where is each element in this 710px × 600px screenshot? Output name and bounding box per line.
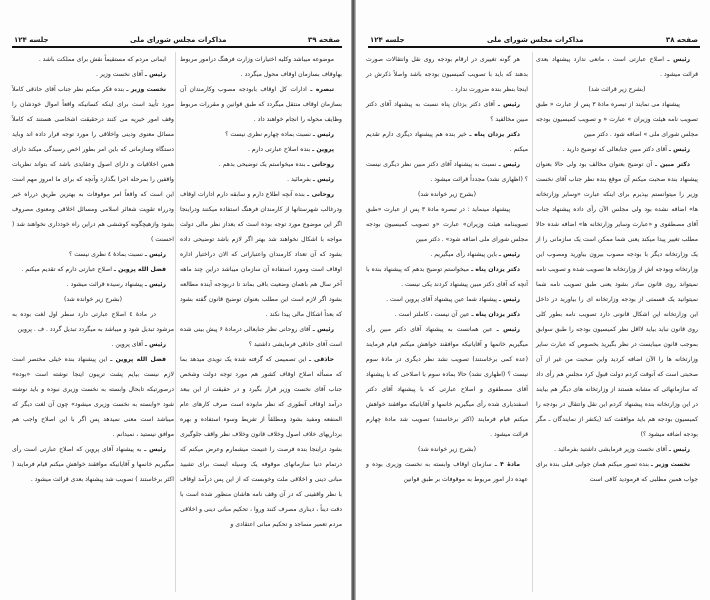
paragraph-text: اصلاح عبارتی است ، مانعی ندارد پیشنهاد بعدی قرائت میشود . [536, 56, 698, 78]
running-title: مذاکرات مجلس شورای ملی [487, 36, 584, 44]
paragraph-text: هر گونه تغییری در ارقام بودجه روی نقل وانتقالات صورت بدهند که باید با تصویب کمیسیون بودجه باشد واصلاً ذکرش در اینجا بنظر بنده ضرورت ندارد . [366, 56, 528, 93]
transcript-paragraph [12, 247, 174, 262]
speaker-name: پروین ـ [312, 146, 334, 153]
paragraph-text: آن توضیح بعنوان مخالف بود ولی حالا بعنوان پیشنهاد بنده صحبت میکنم آن موقع بنده نظر جناب آقای نخست وزیر را میتوانستم بپذیرم برای اینکه عبارت «وسایر وزارتخانه ها» اضافه نشده بود ولی مجلس الآن رأی داده پیشنهاد جناب آقای مصطفوی و «عبارت وسایر وزارتخانه ها» اضافه شده حالا مطلب تغییر پیدا میکند یعنی شما ممکن است یک سازمانی را از یک وزارتخانه دیگر با بودجه مصوب بیرون بیاورید ومصوب این وزارتخانه وبودجه اش از وزارتخانه ها تصویب شده و تصویب نامه نمیتواند روی قانون صادر بشود یعنی طبق تصویب نامه شما نمیتوانید یک قسمتی از بودجه وزارتخانه ای را بیاورید در داخل این وزارتخانه این اشکال قانونی دارد تصویب نامه بطور کلی روی قانون نباید بیاید لااقل نظر کمیسیون بودجه را طبق سوابق بموجب قانون میبایست در نظر بگیرید بخصوص که عبارت سایر وزارتخانه ها را الآن اضافه کردید واین صحبت من غیر از آن صحبتی است که آنوقت کردم دولت قبول کرد مجلس هم رأی داد که سازمانهائی که مشابه هستند از وزارتخانه های دیگر هم بیایند در این وزارتخانه بنده پیشنهاد کردم این نقل وانتقال در بودجه را کمیسیون بودجه هم باید موافقت کند (یکنفر از نمایندگان ـ مگر بودجه اضافه میشود ؟) [536, 161, 698, 438]
paragraph-text: آقای نخست وزیر فرمایشی داشتید بفرمائید . [554, 446, 667, 453]
paragraph-text: بنده اصلاح عبارتی دارم . [247, 146, 311, 153]
speaker-name: دکتر یزدان پناه ـ [471, 266, 520, 273]
speaker-name: رئیس ـ [668, 146, 690, 153]
transcript-paragraph [536, 457, 698, 487]
paragraph-text: پیشنهاد مینماید : در تبصره مادهٔ ۳ پس از عبارت «طبق تصویبنامه هیئت وزیران» عبارت «و تصویب کمیسیون بودجه مجلس شورای ملی اضافه شود» . دکتر مبین [366, 206, 528, 243]
page-number: صفحه ۳۸ [665, 36, 698, 44]
paragraph-text: (بشرح زیر خوانده شد) [418, 191, 476, 198]
speaker-name: رئیس ـ [144, 71, 166, 78]
right-page-right-column [536, 52, 698, 487]
transcript-paragraph [366, 307, 528, 322]
transcript-paragraph [366, 292, 528, 307]
speaker-name: رئیس ـ [498, 251, 520, 258]
speaker-name: دکتر یزدان پناه ـ [471, 311, 520, 318]
speaker-name: روحانی ـ [307, 161, 334, 168]
speaker-name: رئیس ـ [668, 446, 690, 453]
transcript-paragraph [180, 52, 342, 82]
paragraph-text: آقای پروین . [111, 341, 143, 348]
header-rule [12, 46, 342, 48]
transcript-paragraph [12, 307, 174, 337]
speaker-name: دکتر مبین ـ [654, 161, 691, 168]
transcript-paragraph [536, 157, 698, 442]
speaker-name: دکتر یزدان پناه ـ [469, 131, 521, 138]
paragraph-text: آقای دکتر مبین جنابعالی که توضیح دارید . [562, 146, 667, 153]
transcript-paragraph [12, 352, 174, 442]
transcript-paragraph [366, 202, 528, 247]
paragraph-text: سازمان اوقاف وابسته به نخست وزیری بوده و عهده دار امور مربوط به موقوفات بر طبق قوانین [366, 461, 528, 483]
paragraph-text: آقای دکتر یزدان پناه نسبت به پیشنهاد آقای دکتر مبین مخالفید ؟ [366, 101, 528, 123]
speaker-name: نخست وزیر ـ [650, 461, 691, 468]
paragraph-text: ایمانی مردم که مستقیماً نقش برای مملکت باشد . [38, 56, 166, 63]
speaker-name: روحانی ـ [307, 191, 335, 198]
paragraph-text: موضوعه میباشد وکلیه اختیارات وزارت فرهنگ درامور مربوط بهاوقاف بسازمان اوقاف محول میگردد . [180, 56, 342, 78]
transcript-paragraph [12, 277, 174, 292]
session-number: جلسه ۱۲۴ [370, 36, 405, 44]
paragraph-text: بنده فکر میکنم نظر جناب آقای حاذقی کاملاً مورد تأیید است برای اینکه کسانیکه واقعاً اموال خودشان را وقف امور خیریه می کنند درحقیقت اشخاصی هستند که کاملاً مسائل معنوی ودینی واخلاقی را مورد توجه قرار داده اند وباید دستگاه وسازمانی که باین امر بطور اخص رسیدگی میکند دارای همین اخلاقیات و دارای اصول وعقایدی باشد که بتواند نظریات واقفین را بمرحله اجرا بگذارد وآنچه که برای ما امروز مهم است این است که واقعاً امر موقوفات به بهترین طریق درراه خیر ودرراه تقویت شعائر اسلامی ومسائل اخلاقی ومعنوی مصروف بشود وازهیچگونه کوششی هم دراین راه خودداری نخواهند شد ( احسنت ) [12, 86, 174, 243]
paragraph-text: بنده میخواستم یک توضیحی بدهم . [218, 161, 306, 168]
paragraph-text: (بشرح زیر خوانده شد) [64, 296, 122, 303]
speaker-name: رئیس ـ [144, 341, 166, 348]
speaker-name: فضل الله پروین ـ [113, 266, 166, 273]
left-page [0, 0, 352, 600]
transcript-paragraph [12, 262, 174, 277]
paragraph-text: پیشنهاد می نمایند از تبصره مادهٔ ۳ پس از عبارت « طبق تصویب نامه هیئت وزیران » عبارت « و تصویب کمیسیون بودجه مجلس شورای ملی » اضافه شود . دکتر مبین [536, 101, 698, 138]
transcript-paragraph [180, 352, 342, 532]
transcript-paragraph [366, 127, 528, 157]
paragraph-text: نسبت بماده چهارم نظری نیست ؟ [225, 131, 311, 138]
session-number: جلسه ۱۲۴ [14, 36, 49, 44]
transcript-paragraph [180, 187, 342, 322]
paragraph-text: عین آن نیست ، کاملتر است . [394, 311, 470, 318]
transcript-paragraph [180, 127, 342, 142]
transcript-paragraph [180, 172, 342, 187]
transcript-paragraph [536, 52, 698, 82]
reading-note [12, 292, 174, 307]
reading-note [366, 187, 528, 202]
paragraph-text: بنده آنچه اطلاع دارم و سابقه دارم ادارات اوقاف ودرغالب شهرستانها از کارمندان فرهنگ استفاده میکنند ودراینجا اگر این موضوع مورد توجه بوده است که بعداز نظر مالی دولت مواجه با اشکال نخواهند شد بهتر اگر لازم باشد توضیحی داده بشود که آن تعداد کارمندان واعتباراتی که الان دراختیار اداره اوقاف است ومورد استفاده آن سازمان میباشد دراین چند ماهه آخر سال هم باهمان وضعیت باقی بماند تا دربودجه آینده مطالعه بشود اگر لازم است این مطلب بعنوان توضیح قانون گفته بشود که بعداً اشکال مالی پیدا نکند . [180, 191, 342, 318]
transcript-paragraph [366, 97, 528, 127]
left-page-left-column [12, 52, 174, 487]
transcript-paragraph [12, 67, 174, 82]
paragraph-text: میخواستم توضیح بدهم که پیشنهاد بنده با آنچه که آقای دکتر مبین پیشنهاد کردند یکی نیست . [366, 266, 528, 288]
reading-note [536, 82, 698, 97]
right-page-header [370, 32, 698, 44]
transcript-paragraph [366, 262, 528, 292]
transcript-paragraph [536, 142, 698, 157]
transcript-paragraph [12, 82, 174, 247]
running-title: مذاکرات مجلس شورای ملی [130, 36, 227, 44]
transcript-paragraph [366, 457, 528, 487]
speaker-name: حاذقی ـ [309, 356, 334, 363]
paragraph-text: (بشرح زیر خوانده شد) [418, 446, 476, 453]
transcript-paragraph [180, 322, 342, 352]
paragraph-text: بفرمائید . [287, 176, 311, 183]
transcript-paragraph [366, 157, 528, 187]
transcript-paragraph [12, 337, 174, 352]
paragraph-text: بنده تصور میکنم همان جوابی قبلی بنده برای جواب همین مطلبی که فرمودید کافی است [536, 461, 698, 483]
paragraph-text: به پیشنهاد آقای پروین که اصلاح عبارتی است رأی میگیریم خانمها و آقایانیکه موافقند خواهش میکنم قیام فرمایند ( اکثر برخاستند ) تصویب شد پیشنهاد بعدی قرائت میشود . [12, 446, 174, 483]
left-page-right-column [180, 52, 342, 532]
transcript-paragraph [366, 247, 528, 262]
paragraph-text: اصلاح عبارتی دارم که تقدیم میکنم . [21, 266, 112, 273]
transcript-paragraph [366, 52, 528, 97]
left-page-header [14, 32, 340, 44]
paragraph-text: ادارات کل اوقاف بابودجه مصوب وکارمندان آن بسازمان اوقاف منتقل میگردد که طبق قوانین و مقررات مربوط وظایف محوله را انجام خواهند داد . [180, 86, 342, 123]
speaker-name: رئیس ـ [312, 131, 334, 138]
right-page [356, 0, 710, 600]
paragraph-text: آقای روحانی نظر جنابعالی درمادهٔ ۶ پیش بینی شده است آقای حاذقی فرمایشی داشتید ؟ [180, 326, 342, 348]
speaker-name: رئیس ـ [144, 251, 166, 258]
transcript-paragraph [366, 322, 528, 442]
paragraph-text: این تصمیمی که گرفته شده یک نویدی میدهد بما که مسأله اصلاح اوقاف کشور هم مورد توجه دولت وشخص جناب آقای نخست وزیر قرار بگیرد و در حقیقت از این ببعد درآمد اوقاف آنطوری که نظر مابوده است صرف کارهای عام المنفعه ومفید بشود ومطلقاً از تفریط وسوء استفاده و بهره برداریهای خلاف اصول وخلاف قانون وخلاف نظر واقف جلوگیری بشود دراینجا بنده فرصت را غنیمت میشمارم وعرض میکنم که درتمام دنیا سازمانهای موقوفه یک وسیله ایست برای تشیید مبانی دینی و اخلاقی ملت وخوبست که از این پس درآمد اوقاف با نظر واقفینی که در آن وقف نامه هاشان منظور شده است با دقت دیناً ، دیناری مصرف کنند وروا ، تحکیم مبانی دینی و اخلاقی مردم تعمیر مساجد و تحکیم مبانی اعتقادی و [180, 356, 342, 528]
paragraph-text: باین پیشنهاد رأی میگیریم . [430, 251, 497, 258]
speaker-name: رئیس ـ [498, 296, 520, 303]
transcript-paragraph [180, 142, 342, 157]
speaker-name: رئیس ـ [144, 281, 166, 288]
paragraph-text: (بشرح زیر قرائت شد) [588, 86, 646, 93]
paragraph-text: در مادهٔ ٤ اصلاح عبارتی دارد سطر اول لغت بوده به مرشود تبدیل شود و میباشد به میگردد تبدیل گردد . ف . پروین [12, 311, 174, 333]
paragraph-text: این پیشنهاد بنده خیلی مختصر است لازم نیست بیایم پشت تریبون اینجا نوشته است «بوده» درصورتیکه تابحال وابسته به نخست وزیری نبوده و باید نوشته شود «وابسته به نخست وزیری میشود» چون آن لغت دیگر که میباشد است معنی نمیدهد پس اگر با این اصلاح واجب هم موافق نیستید ، نمیدانم . [12, 356, 174, 438]
paragraph-text: آقای نخست وزیر . [95, 71, 143, 78]
paragraph-text: عین همانست به پیشنهاد آقای دکتر مبین رأی میگیریم خانمها و آقایانیکه موافقند خواهش میکنم قیام فرمایند (عده کمی برخاستند) تصویب نشد نظر دیگری در مادهٔ سوم نیست ؟ (اظهاری نشد) حالا بماده سوم با اصلاحی که با پیشنهاد آقای مصطفوی و اصلاح عبارتی که با پیشنهاد آقای دکتر اسفندیاری شده رأی میگیریم خانمها و آقایانیکه موافقند خواهش میکنم قیام فرمایند (اکثر برخاستند) تصویب شد مادهٔ چهارم قرائت میشود . [366, 326, 528, 438]
speaker-name: رئیس ـ [496, 326, 520, 333]
speaker-name: رئیس ـ [144, 446, 167, 453]
paragraph-text: نسبت به پیشنهاد آقای دکتر مبین نظر دیگری نیست ؟ (اظهاری نشد) مجدداً قرائت میشود . [366, 161, 528, 183]
transcript-paragraph [12, 442, 174, 487]
speaker-name: رئیس ـ [312, 176, 334, 183]
speaker-name: رئیس ـ [497, 101, 521, 108]
page-number: صفحه ۳۹ [307, 36, 340, 44]
speaker-name: رئیس ـ [667, 56, 690, 63]
header-rule [368, 46, 700, 48]
speaker-name: نخست وزیر ـ [126, 86, 167, 93]
speaker-name: رئیس ـ [312, 326, 334, 333]
transcript-paragraph [536, 97, 698, 142]
speaker-name: رئیس ـ [498, 161, 520, 168]
paragraph-text: پیشنهاد شما عین پیشنهاد آقای پروین است . [386, 296, 497, 303]
column-divider [175, 52, 176, 592]
paragraph-text: خیر بنده هم پیشنهاد دیگری دارم تقدیم میکنم . [366, 131, 528, 153]
paragraph-text: نسبت بمادهٔ ٤ نظری نیست ؟ [69, 251, 143, 258]
transcript-paragraph [180, 157, 342, 172]
speaker-name: فضل الله پروین ـ [110, 356, 166, 363]
transcript-paragraph [12, 52, 174, 67]
paragraph-text: پیشنهاد رسیده قرائت میشود . [66, 281, 143, 288]
right-page-left-column [366, 52, 528, 487]
column-divider [532, 52, 533, 592]
transcript-paragraph [180, 82, 342, 127]
speaker-name: مادهٔ ۴ ـ [494, 461, 520, 468]
speaker-name: تبصره ـ [310, 86, 334, 93]
transcript-paragraph [536, 442, 698, 457]
reading-note [366, 442, 528, 457]
